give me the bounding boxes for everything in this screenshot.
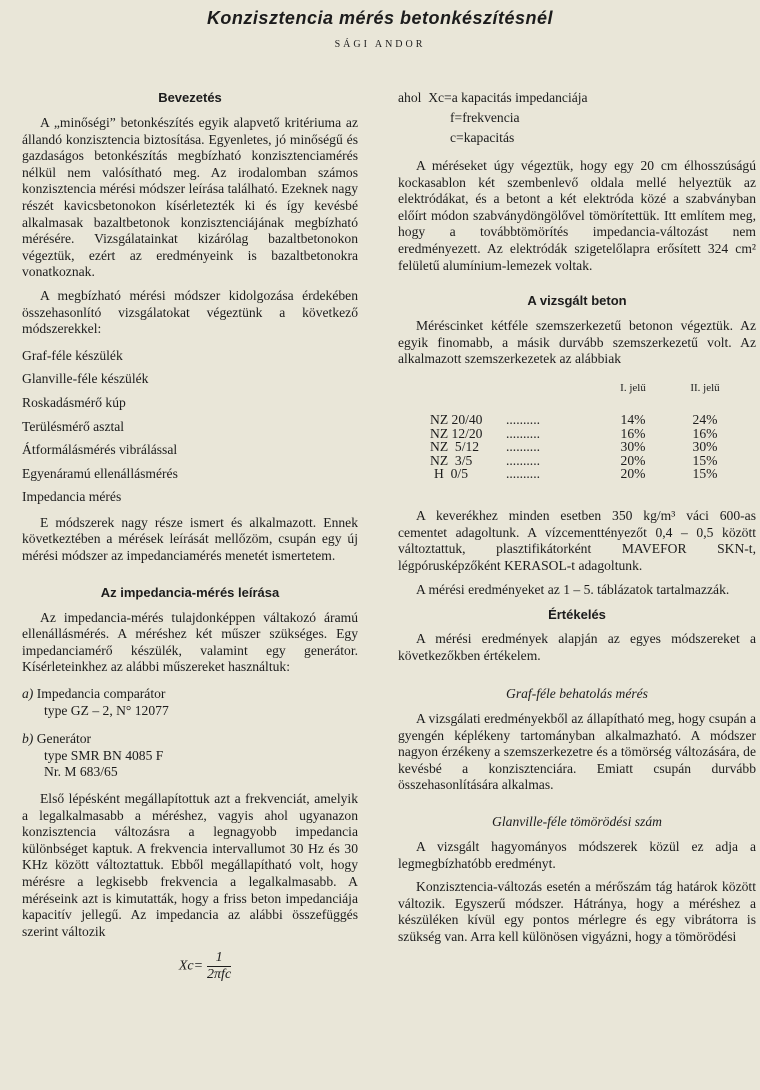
intro-paragraph-3: E módszerek nagy része ismert és alkalmazott. Ennek következtében a mérések leírását mellőzöm, csupán egy új mérési módszer az impedanciamérés menetét ismertetem. bbox=[22, 514, 358, 564]
method-item: Terülésmérő asztal bbox=[22, 418, 125, 434]
grading-row-value-2: 15% bbox=[692, 466, 718, 482]
grading-row-value-1: 20% bbox=[620, 452, 646, 468]
results-paragraph: A mérési eredményeket az 1 – 5. táblázatok tartalmazzák. bbox=[416, 582, 730, 598]
grading-row-value-2: 15% bbox=[692, 452, 718, 468]
right-column bbox=[398, 80, 756, 946]
graf-heading: Graf-féle behatolás mérés bbox=[506, 686, 648, 702]
method-item: Átformálásmérés vibrálással bbox=[22, 442, 178, 458]
impedance-paragraph-1: Az impedancia-mérés tulajdonképpen váltakozó áramú ellenállásmérés. A méréshez két műszer szükséges. Egy impedanciamérő készülék, valamint egy generátor. Kísérleteinkhez az alábbi műszereket használtuk: bbox=[22, 609, 358, 675]
grading-col1-header: I. jelű bbox=[620, 382, 646, 395]
grading-row-value-1: 20% bbox=[620, 466, 646, 482]
article-author: SÁGI ANDOR bbox=[334, 39, 426, 50]
intro-paragraph-1: A „minőségi” betonkészítés egyik alapvető kritériuma az állandó konzisztencia biztosítása. Egyenletes, jó minőségű és gazdaságos betonkészítás megbízható konzisztenciamérés nélkül nem valósítható meg. Az irodalomban számos konzisztencia mérési módszer leírása található. Ezeknek nagy részét kavicsbetonokon kísérletezték ki és így kevésbé alkalmasak bazaltbetonok konzisztenciájának megbízható mérésére. Vizsgálatainkat kizárólag bazaltbetonokon végeztük, ezért az eredményeink is bazaltbetonokra vonatkoznak. bbox=[22, 115, 358, 280]
definition-xc: Xc=a kapacitás impedanciája bbox=[428, 90, 588, 105]
measurement-paragraph: A méréseket úgy végeztük, hogy egy 20 cm élhosszúságú kockasablon két szembenlevő oldala mellé helyeztük az elektródákat, és a betont a két elektróda közé a szabványban előírt módon szabványdöngölővel tömörítettük. Itt említem meg, hogy a továbbtömörítés impedancia-változást nem eredményezett. Az elektródák szigetelőlapra erősített 324 cm² felületű alumínium-lemezek voltak. bbox=[398, 158, 756, 273]
grading-row-label: NZ 12/20 bbox=[430, 425, 483, 441]
definition-c: c=kapacitás bbox=[450, 130, 515, 145]
grading-row-label: NZ 5/12 bbox=[430, 439, 480, 455]
grading-row-dots: .......... bbox=[506, 466, 540, 482]
table-row bbox=[430, 427, 740, 441]
formula-fraction bbox=[207, 950, 231, 983]
intro-paragraph-2: A megbízható mérési módszer kidolgozása érdekében összehasonlító vizsgálatokat végeztünk a következő módszerekkel: bbox=[22, 287, 358, 337]
table-row bbox=[430, 467, 740, 481]
impedance-formula bbox=[22, 950, 358, 983]
table-row bbox=[430, 413, 740, 427]
grading-col2-header: II. jelű bbox=[690, 382, 720, 395]
mix-paragraph: A keverékhez minden esetben 350 kg/m³ váci 600-as cementet adagoltunk. A vízcementtényezőt 0,4 – 0,5 között változtattuk, plasztifikátorként MAVEFOR SKN-t, légpórusképzőként KERASOL-t adagoltunk. bbox=[398, 507, 756, 573]
concrete-heading: A vizsgált beton bbox=[527, 293, 627, 309]
left-column bbox=[22, 80, 358, 983]
formula-lhs: Xc= bbox=[178, 958, 204, 974]
article-title: Konzisztencia mérés betonkészítésnél bbox=[206, 8, 554, 28]
concrete-paragraph: Méréscinket kétféle szemszerkezetű betonon végeztük. Az egyik finomabb, a másik durvább szemszerkezetű volt. Az alkalmazott szemszerkezetek az alábbiak bbox=[398, 318, 756, 367]
grading-row-value-1: 30% bbox=[620, 439, 646, 455]
impedance-paragraph-2: Első lépésként megállapítottuk azt a frekvenciát, amelyik a legalkalmasabb a méréshez, vagyis ahol ugyanazon konzisztencia változásra a legnagyobb impedancia különbséget kaptuk. A frekvencia intervallumot 30 Hz és 30 KHz között változtattuk. Ebből megállapítható volt, hogy mérésre a legkisebb frekvencia a legalkalmasabb. A méréseink azt is kimutatták, hogy a friss beton impedanciája kapacitív jellegű. Az impedancia az alábbi összefüggés szerint változik bbox=[22, 791, 358, 939]
instrument-b-label: b) bbox=[22, 731, 34, 747]
instrument-b-number: Nr. M 683/65 bbox=[44, 764, 118, 780]
method-item: Graf-féle készülék bbox=[22, 347, 123, 363]
graf-paragraph: A vizsgálati eredményekből az állapítható meg, hogy csupán a gyengén képlékeny tartományban alkalmazható. A módszer nagyon érzékeny a szemszerkezetre és a tömörség változására, de kevésbé a konzisztenciára. Emiatt csupán durvább összehasonlítására alkalmas. bbox=[398, 711, 756, 793]
methods-list bbox=[22, 348, 358, 506]
grading-row-value-1: 16% bbox=[620, 425, 646, 441]
formula-numerator: 1 bbox=[207, 950, 231, 967]
method-item: Egyenáramú ellenállásmérés bbox=[22, 465, 178, 481]
method-item: Impedancia mérés bbox=[22, 489, 122, 505]
instrument-a bbox=[22, 686, 358, 719]
grading-row-value-1: 14% bbox=[620, 412, 646, 428]
definition-f: f=frekvencia bbox=[450, 110, 520, 125]
grading-table bbox=[430, 378, 740, 481]
table-row bbox=[430, 454, 740, 468]
symbol-definitions bbox=[398, 88, 756, 148]
grading-row-dots: .......... bbox=[506, 439, 540, 455]
grading-row-dots: .......... bbox=[506, 412, 540, 428]
glanville-paragraph-2: Konzisztencia-változás esetén a mérőszám tág határok között változik. Egyszerű módszer. Hátránya, hogy a méréshez a készüléken kívül egy pontos mérlegre és egy vibrátorra is szükség van. Arra kell különösen vigyázni, hogy a tömörödési bbox=[398, 879, 756, 945]
instrument-a-type: type GZ – 2, N° 12077 bbox=[44, 702, 169, 718]
table-row bbox=[430, 440, 740, 454]
instrument-b-type: type SMR BN 4085 F bbox=[44, 747, 164, 763]
grading-row-label: NZ 20/40 bbox=[430, 412, 483, 428]
evaluation-paragraph: A mérési eredmények alapján az egyes módszereket a következőkben értékelem. bbox=[398, 630, 756, 663]
grading-row-label: H 0/5 bbox=[434, 466, 468, 482]
formula-denominator: 2πfc bbox=[207, 967, 232, 983]
instrument-a-label: a) bbox=[22, 686, 34, 702]
table-row bbox=[430, 400, 740, 414]
glanville-heading: Glanville-féle tömörödési szám bbox=[492, 814, 662, 830]
grading-row-value-2: 30% bbox=[692, 439, 718, 455]
grading-row-dots: .......... bbox=[506, 452, 540, 468]
grading-row-value-2: 16% bbox=[692, 425, 718, 441]
intro-heading: Bevezetés bbox=[158, 90, 222, 105]
grading-row-value-2: 24% bbox=[692, 412, 718, 428]
method-item: Roskadásmérő kúp bbox=[22, 394, 126, 410]
grading-row-label: NZ 3/5 bbox=[430, 452, 473, 468]
impedance-heading: Az impedancia-mérés leírása bbox=[100, 584, 280, 600]
method-item: Glanville-féle készülék bbox=[22, 371, 149, 387]
grading-row-dots: .......... bbox=[506, 425, 540, 441]
instrument-b-name: Generátor bbox=[36, 731, 92, 747]
instrument-a-name: Impedancia comparátor bbox=[36, 686, 166, 702]
instrument-b bbox=[22, 731, 358, 781]
evaluation-heading: Értékelés bbox=[548, 606, 606, 622]
glanville-paragraph-1: A vizsgált hagyományos módszerek közül ez adja a legmegbízhatóbb eredményt. bbox=[398, 839, 756, 871]
where-word: ahol bbox=[398, 90, 422, 105]
